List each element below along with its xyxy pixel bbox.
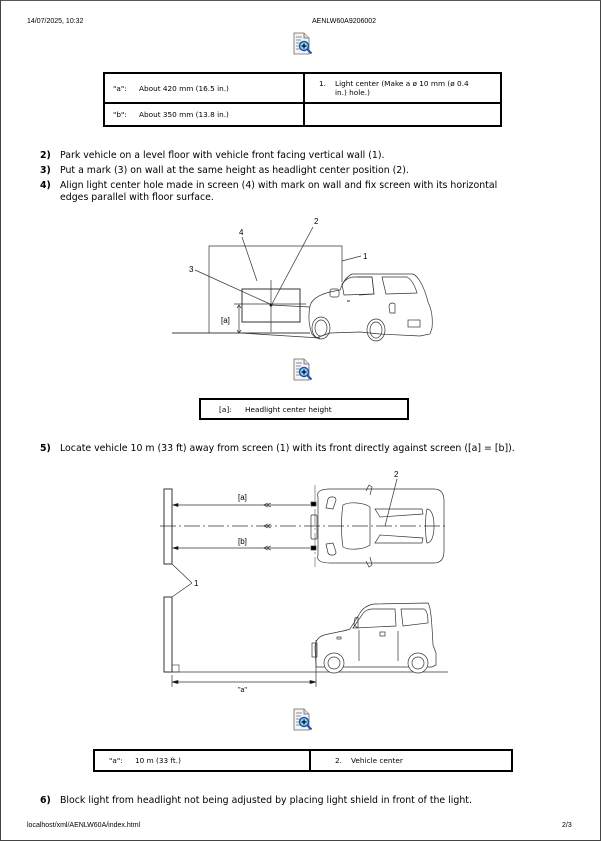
- step-3: [40, 165, 497, 177]
- step-5: [40, 443, 515, 455]
- rear-wheel-hub: [370, 322, 382, 338]
- table-cell-empty: [304, 103, 501, 126]
- callout-3: 3: [189, 265, 194, 274]
- document-zoom-icon[interactable]: [292, 358, 314, 382]
- step-number: 2): [40, 150, 51, 161]
- arrow-right-icon: [310, 681, 316, 684]
- caption-text: Headlight center height: [245, 405, 332, 414]
- rear-side-window: [382, 277, 417, 294]
- direction-chevrons-icon: ≪: [263, 500, 272, 510]
- front-wheel-hub: [315, 320, 327, 336]
- callout-2-leader: [385, 479, 397, 526]
- step-number: 3): [40, 165, 51, 176]
- callout-2: 2: [314, 217, 319, 226]
- distance-label: "a": [238, 687, 247, 694]
- step-6: [40, 795, 472, 807]
- vehicle-top-view: [311, 470, 444, 567]
- callout-description: Vehicle center: [351, 756, 403, 765]
- dimension-value: About 420 mm (16.5 in.): [139, 83, 229, 93]
- front-grille: [311, 515, 317, 539]
- side-window-right: [375, 535, 423, 543]
- arrow-left-icon: [172, 681, 178, 684]
- windshield: [342, 277, 374, 295]
- figure-vehicle-distance-diagram: [150, 465, 460, 700]
- callout-1-leader: [172, 564, 192, 583]
- vehicle-side-view: [312, 603, 436, 673]
- table-cell: [104, 103, 304, 126]
- page-number: 2/3: [562, 822, 572, 829]
- door-handle: [380, 632, 385, 636]
- callout-number: 2.: [335, 756, 342, 765]
- screen-top-view: [164, 489, 172, 564]
- mirror-left: [366, 485, 372, 495]
- table-cell: [104, 73, 304, 103]
- callout-1: 1: [363, 252, 368, 261]
- beam-label-a: [a]: [238, 493, 247, 502]
- callout-1: 1: [194, 579, 199, 588]
- arrow-left-icon: [173, 504, 178, 507]
- step-4: [40, 180, 497, 204]
- table-cell: [310, 750, 512, 771]
- callout-4: 4: [239, 228, 244, 237]
- spec-table-1: [103, 72, 502, 127]
- print-datetime: 14/07/2025, 10:32: [27, 18, 84, 25]
- step-text: Put a mark (3) on wall at the same height as headlight center position (2).: [60, 165, 409, 176]
- front-wheel: [324, 653, 344, 673]
- step-text: Block light from headlight not being adjusted by placing light shield in front of the light.: [60, 795, 472, 806]
- license-plate: [408, 320, 420, 327]
- side-window-left: [375, 509, 423, 517]
- table-cell: [304, 73, 501, 103]
- caption-label: [a]:: [219, 405, 232, 414]
- callout-1-leader: [342, 256, 361, 261]
- step-number: 6): [40, 795, 51, 806]
- step-text-cont: edges parallel with floor surface.: [60, 192, 214, 203]
- dimension-value: About 350 mm (13.8 in.): [139, 110, 229, 119]
- steps-list: [40, 150, 497, 204]
- headlight-center-marker: [311, 546, 316, 550]
- spec-table-2: [93, 749, 513, 772]
- footer-url: localhost/xml/AENLW60A/index.html: [27, 822, 141, 829]
- step-number: 5): [40, 443, 51, 454]
- rear-window: [401, 609, 428, 626]
- callout-description: Light center (Make a ø 10 mm (ø 0.4: [335, 79, 469, 88]
- dimension-label-a: [a]: [221, 316, 230, 325]
- dimension-label: "b":: [113, 110, 127, 119]
- table-cell: [94, 750, 310, 771]
- document-zoom-icon[interactable]: [292, 708, 314, 732]
- floor-perspective-line: [240, 333, 320, 338]
- callout-number: 1.: [319, 79, 326, 88]
- headlight-left: [326, 497, 336, 509]
- table-row: [104, 103, 501, 126]
- document-zoom-icon[interactable]: [292, 32, 314, 56]
- headlight-center-marker: [311, 502, 316, 506]
- front-side-window: [357, 277, 374, 295]
- screen-side-view: [164, 597, 172, 672]
- arrow-left-icon: [173, 547, 178, 550]
- front-window: [353, 609, 396, 628]
- step-text: Locate vehicle 10 m (33 ft) away from screen (1) with its front directly against screen ([a] = [b]).: [60, 443, 515, 454]
- figure-wall-screen-diagram: [160, 210, 450, 350]
- mirror-right: [366, 557, 372, 567]
- rear-wheel: [408, 653, 428, 673]
- step-2: [40, 150, 497, 162]
- dimension-value: 10 m (33 ft.): [135, 756, 181, 765]
- tail-light: [389, 303, 395, 313]
- dimension-label: "a":: [109, 756, 123, 765]
- callout-3-leader: [195, 270, 270, 304]
- callout-description-cont: in.) hole.): [335, 88, 370, 97]
- vehicle-front-three-quarter: [309, 274, 432, 341]
- direction-chevrons-icon: ≪: [263, 521, 272, 531]
- side-mirror: [354, 617, 358, 628]
- direction-chevrons-icon: ≪: [263, 543, 272, 553]
- table-row: [104, 73, 501, 103]
- figure-caption-box: [199, 398, 409, 420]
- headlight-beam-line: [271, 305, 310, 307]
- callout-2-leader: [272, 227, 313, 304]
- table-row: [94, 750, 512, 771]
- callout-1-leader: [172, 583, 192, 597]
- screen-stand: [172, 665, 179, 672]
- callout-4-leader: [242, 237, 257, 281]
- callout-2: 2: [394, 470, 399, 479]
- document-id: AENLW60A9206002: [312, 18, 377, 25]
- dimension-label: "a":: [113, 83, 127, 93]
- step-number: 4): [40, 180, 51, 191]
- step-text: Align light center hole made in screen (4) with mark on wall and fix screen with its horizontal: [60, 180, 498, 191]
- turn-signal: [337, 637, 341, 639]
- beam-label-b: [b]: [238, 537, 247, 546]
- step-text: Park vehicle on a level floor with vehicle front facing vertical wall (1).: [60, 150, 385, 161]
- headlight-right: [326, 543, 336, 555]
